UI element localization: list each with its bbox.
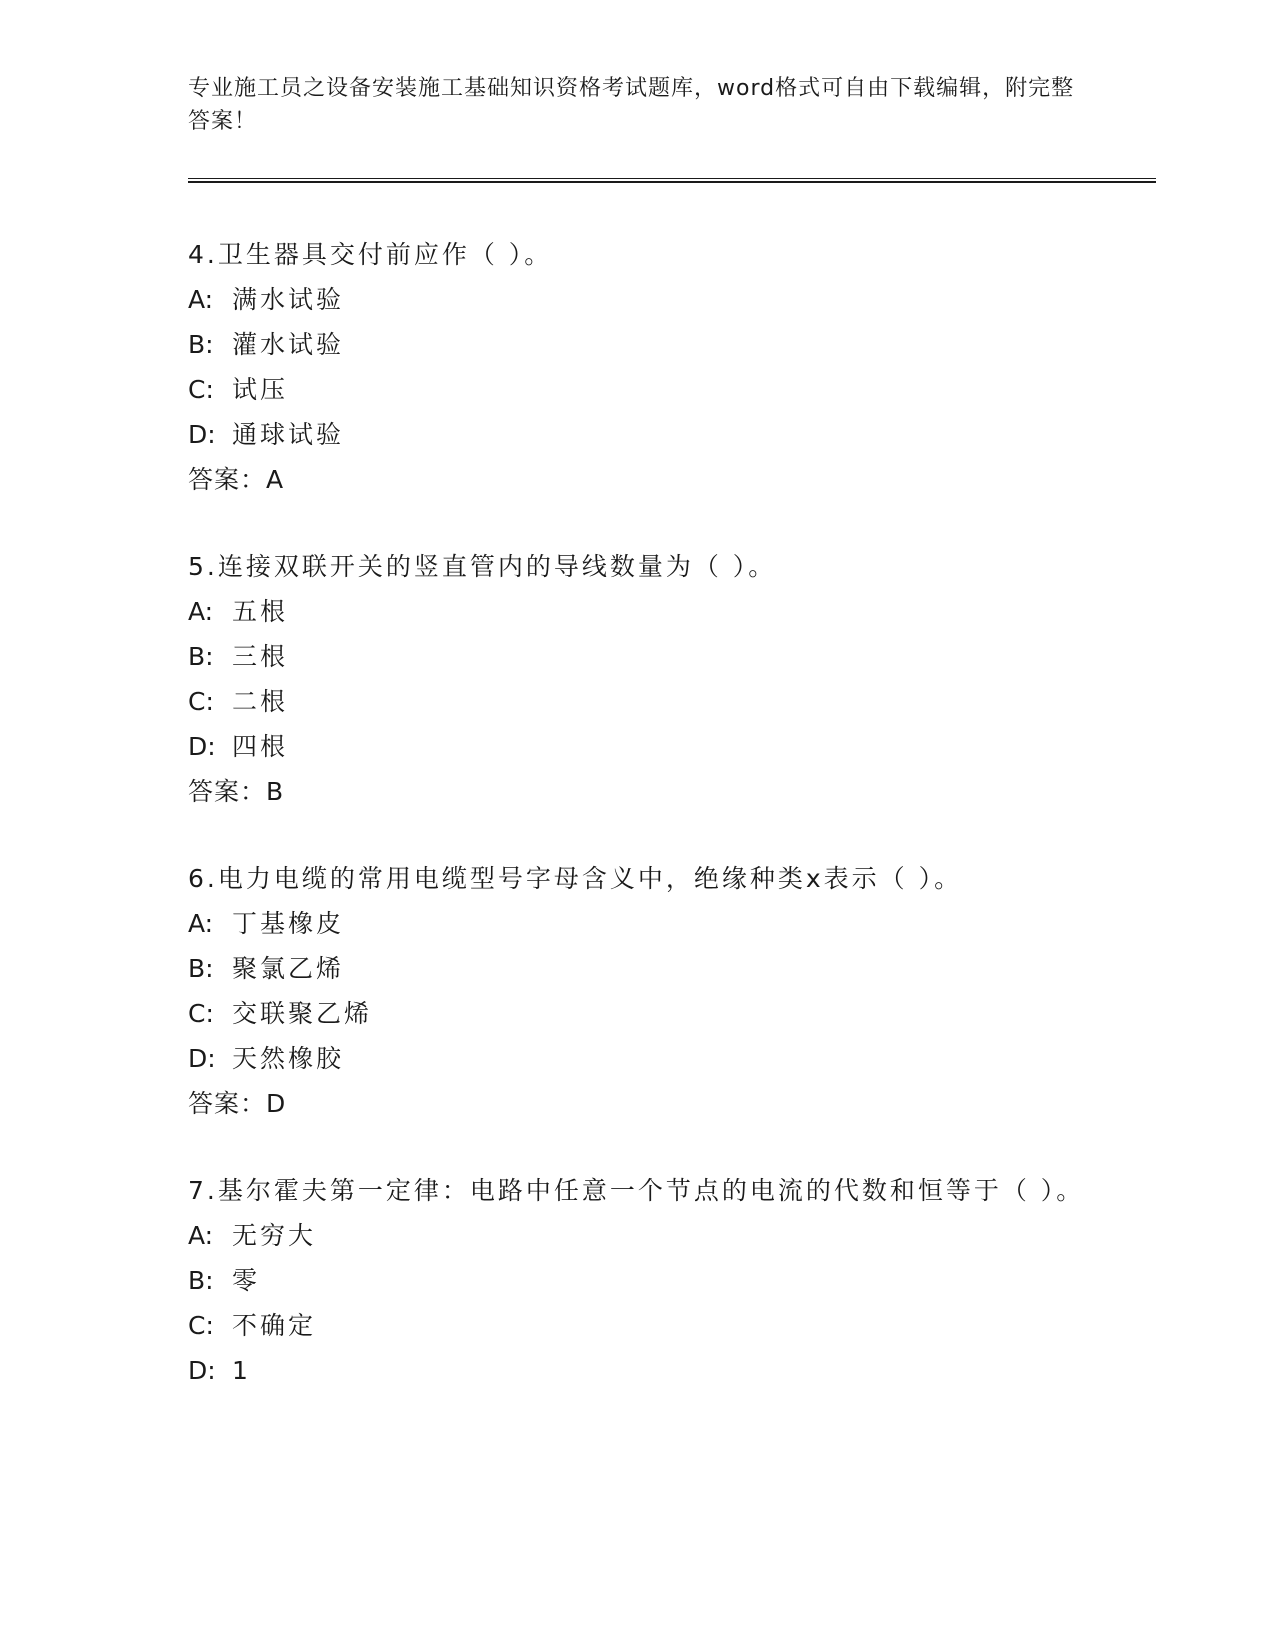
question-stem: 5.连接双联开关的竖直管内的导线数量为（ ）。 <box>188 552 777 581</box>
option-b <box>188 634 1088 679</box>
option-d <box>188 1036 1088 1081</box>
option-text: 五根 <box>232 597 289 626</box>
option-b <box>188 322 1088 367</box>
option-letter: B: <box>188 330 214 359</box>
option-text: 通球试验 <box>232 420 345 449</box>
header-divider <box>188 178 1156 183</box>
option-letter: C: <box>188 687 214 716</box>
option-letter: D: <box>188 420 216 449</box>
document-header: 专业施工员之设备安装施工基础知识资格考试题库，word格式可自由下载编辑，附完整答案！ <box>188 76 1075 134</box>
option-letter: B: <box>188 642 214 671</box>
option-b <box>188 946 1088 991</box>
option-letter: B: <box>188 954 214 983</box>
question-4 <box>188 232 1088 502</box>
option-text: 聚氯乙烯 <box>232 954 345 983</box>
question-stem: 6.电力电缆的常用电缆型号字母含义中，绝缘种类x表示（ ）。 <box>188 864 963 893</box>
option-a <box>188 277 1088 322</box>
question-stem: 4.卫生器具交付前应作（ ）。 <box>188 240 553 269</box>
question-5 <box>188 544 1088 814</box>
option-letter: D: <box>188 732 216 761</box>
option-text: 不确定 <box>232 1311 317 1340</box>
option-a <box>188 901 1088 946</box>
option-letter: B: <box>188 1266 214 1295</box>
answer-line: 答案：D <box>188 1089 287 1118</box>
option-d <box>188 1348 1088 1393</box>
option-text: 满水试验 <box>232 285 345 314</box>
option-c <box>188 991 1088 1036</box>
answer-line: 答案：A <box>188 465 285 494</box>
question-7 <box>188 1168 1088 1393</box>
option-letter: C: <box>188 375 214 404</box>
option-text: 无穷大 <box>232 1221 317 1250</box>
option-a <box>188 589 1088 634</box>
option-text: 交联聚乙烯 <box>232 999 373 1028</box>
option-text: 丁基橡皮 <box>232 909 345 938</box>
option-text: 灌水试验 <box>232 330 345 359</box>
option-letter: D: <box>188 1044 216 1073</box>
option-d <box>188 412 1088 457</box>
option-text: 天然橡胶 <box>232 1044 345 1073</box>
option-letter: A: <box>188 597 214 626</box>
question-6 <box>188 856 1088 1126</box>
option-text: 零 <box>232 1266 261 1295</box>
option-letter: A: <box>188 285 214 314</box>
option-letter: C: <box>188 999 214 1028</box>
option-a <box>188 1213 1088 1258</box>
question-list <box>188 232 1088 1435</box>
option-letter: A: <box>188 909 214 938</box>
option-text: 1 <box>232 1356 251 1385</box>
option-letter: D: <box>188 1356 216 1385</box>
option-text: 三根 <box>232 642 289 671</box>
option-c <box>188 367 1088 412</box>
option-letter: C: <box>188 1311 214 1340</box>
answer-line: 答案：B <box>188 777 285 806</box>
option-text: 二根 <box>232 687 289 716</box>
question-stem: 7.基尔霍夫第一定律：电路中任意一个节点的电流的代数和恒等于（ ）。 <box>188 1176 1085 1205</box>
option-c <box>188 1303 1088 1348</box>
option-text: 试压 <box>232 375 289 404</box>
option-c <box>188 679 1088 724</box>
option-letter: A: <box>188 1221 214 1250</box>
option-text: 四根 <box>232 732 289 761</box>
option-d <box>188 724 1088 769</box>
option-b <box>188 1258 1088 1303</box>
